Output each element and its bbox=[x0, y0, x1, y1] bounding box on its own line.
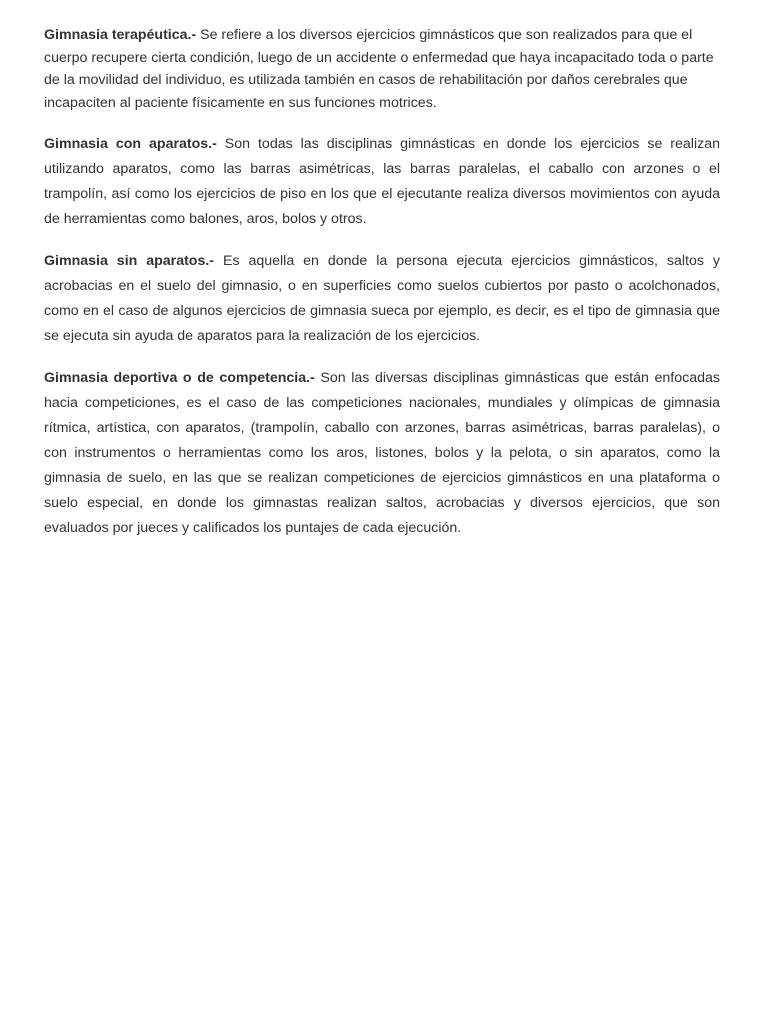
paragraph-gimnasia-con-aparatos bbox=[44, 132, 720, 232]
term-gimnasia-sin-aparatos: Gimnasia sin aparatos.- bbox=[44, 253, 215, 269]
term-gimnasia-con-aparatos: Gimnasia con aparatos.- bbox=[44, 136, 217, 152]
paragraph-gimnasia-terapeutica bbox=[44, 24, 720, 114]
definition-gimnasia-con-aparatos: Son todas las disciplinas gimnásticas en donde los ejercicios se realizan utilizando aparatos, como las barras asimétricas, las barras paralelas, el caballo con arzones o el trampolín, así como los ejercicios de piso en los que el ejecutante realiza diversos movimientos con ayuda de herramientas como balones, aros, bolos y otros. bbox=[44, 136, 720, 227]
document-page bbox=[44, 24, 720, 541]
paragraph-gimnasia-deportiva bbox=[44, 366, 720, 541]
term-gimnasia-terapeutica: Gimnasia terapéutica.- bbox=[44, 27, 197, 43]
definition-gimnasia-terapeutica: Se refiere a los diversos ejercicios gimnásticos que son realizados para que el cuerpo recupere cierta condición, luego de un accidente o enfermedad que haya incapacitado toda o parte de la movilidad del individuo, es utilizada también en casos de rehabilitación por daños cerebrales que incapaciten al paciente físicamente en sus funciones motrices. bbox=[44, 27, 714, 111]
term-gimnasia-deportiva: Gimnasia deportiva o de competencia.- bbox=[44, 370, 315, 386]
definition-gimnasia-deportiva: Son las diversas disciplinas gimnásticas que están enfocadas hacia competiciones, es el caso de las competiciones nacionales, mundiales y olímpicas de gimnasia rítmica, artística, con aparatos, (trampolín, caballo con arzones, barras asimétricas, barras paralelas), o con instrumentos o herramientas como los aros, listones, bolos y la pelota, o sin aparatos, como la gimnasia de suelo, en las que se realizan competiciones de ejercicios gimnásticos en una plataforma o suelo especial, en donde los gimnastas realizan saltos, acrobacias y diversos ejercicios, que son evaluados por jueces y calificados los puntajes de cada ejecución. bbox=[44, 370, 720, 536]
definition-gimnasia-sin-aparatos: Es aquella en donde la persona ejecuta ejercicios gimnásticos, saltos y acrobacias en el suelo del gimnasio, o en superficies como suelos cubiertos por pasto o acolchonados, como en el caso de algunos ejercicios de gimnasia sueca por ejemplo, es decir, es el tipo de gimnasia que se ejecuta sin ayuda de aparatos para la realización de los ejercicios. bbox=[44, 253, 721, 344]
paragraph-gimnasia-sin-aparatos bbox=[44, 249, 720, 349]
